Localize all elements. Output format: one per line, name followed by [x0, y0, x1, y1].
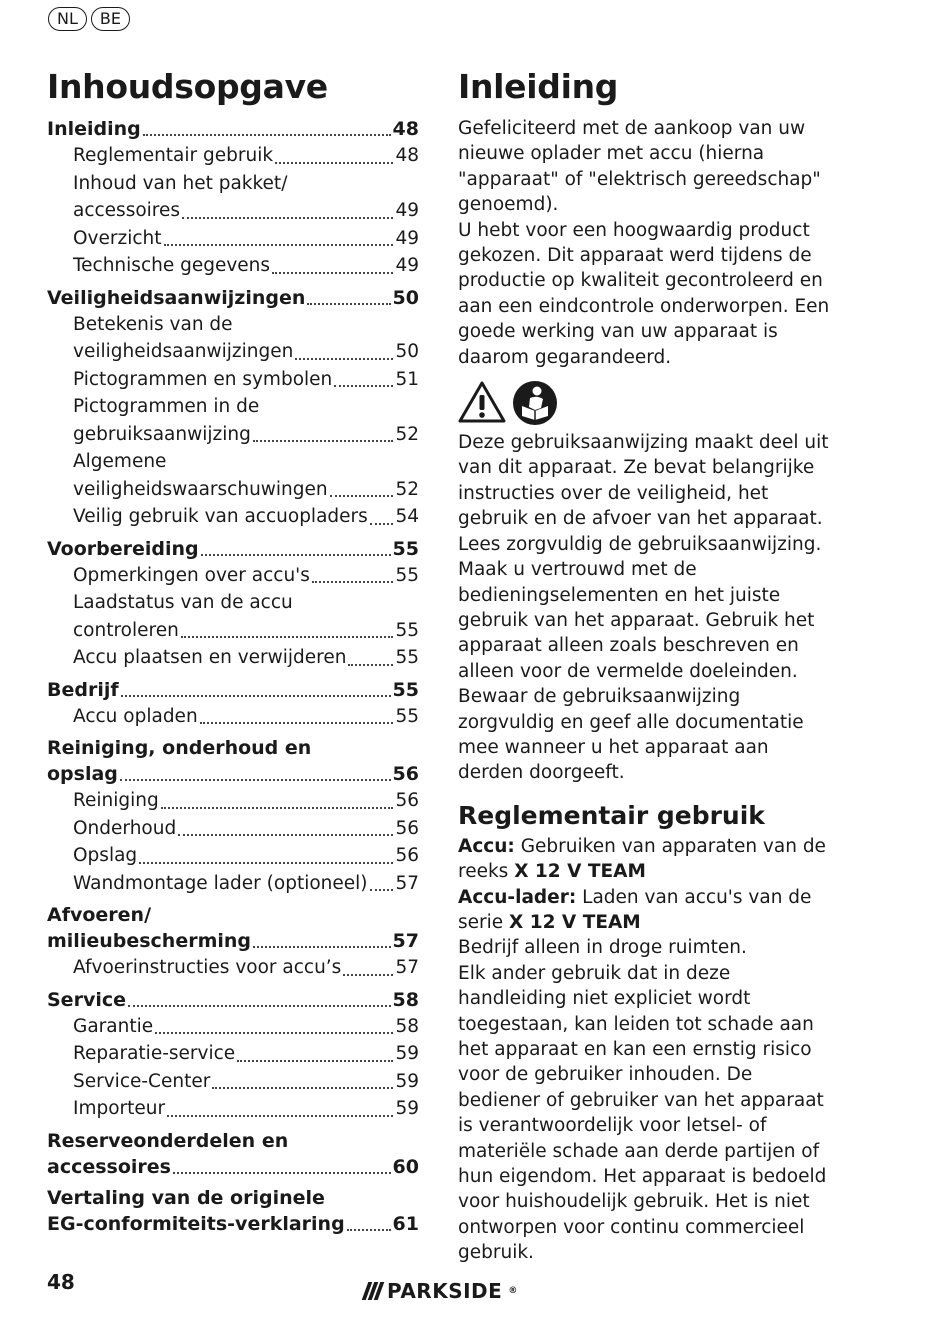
toc-page-number: 58 — [395, 1015, 419, 1037]
toc-entry[interactable] — [47, 928, 419, 954]
toc-page-number: 56 — [395, 790, 419, 811]
toc-page-number: 54 — [395, 506, 419, 527]
toc-entry[interactable] — [47, 954, 419, 982]
language-badge-be: BE — [91, 7, 130, 31]
toc-entry-text: Accu opladen — [73, 705, 198, 727]
intro-title: Inleiding — [458, 67, 619, 106]
usage-dry-rooms: Bedrijf alleen in droge ruimten. — [458, 937, 747, 959]
toc-entry-text: accessoires — [47, 1155, 171, 1178]
toc-page-number: 48 — [395, 145, 419, 166]
toc-dot-leader — [128, 1005, 391, 1007]
brand-trademark: ® — [508, 1286, 518, 1296]
brand-name: PARKSIDE — [387, 1279, 503, 1303]
usage-accu-series: X 12 V TEAM — [514, 861, 646, 883]
toc-entry-text: veiligheidsaanwijzingen — [73, 341, 294, 362]
toc-dot-leader — [347, 1229, 391, 1231]
toc-entry[interactable] — [47, 197, 419, 225]
toc-dot-leader — [370, 889, 394, 891]
toc-page-number: 59 — [395, 1070, 419, 1092]
toc-entry[interactable] — [47, 142, 419, 170]
toc-entry-text: gebruiksaanwijzing — [73, 423, 251, 445]
toc-entry-text: Opslag — [73, 845, 138, 866]
toc-entry-text: Technische gegevens — [73, 255, 271, 276]
toc-entry-text: Reiniging, onderhoud en — [47, 737, 312, 759]
toc-dot-leader — [139, 862, 393, 864]
table-of-contents — [47, 64, 419, 1237]
toc-dot-leader — [253, 946, 391, 948]
toc-entry[interactable] — [47, 617, 419, 645]
toc-dot-leader — [253, 440, 394, 442]
toc-page-number: 55 — [392, 537, 419, 560]
toc-entry-line — [47, 448, 419, 476]
toc-page-number: 58 — [392, 988, 419, 1011]
toc-dot-leader — [348, 664, 393, 666]
toc-entry-text: EG-conformiteits-verklaring — [47, 1212, 345, 1235]
toc-entry-text: Veiligheidsaanwijzingen — [47, 286, 306, 309]
toc-entry[interactable] — [47, 1013, 419, 1041]
toc-entry-text: Overzicht — [73, 227, 162, 249]
toc-page-number: 55 — [392, 678, 419, 701]
toc-entry-line — [47, 735, 419, 761]
toc-dot-leader — [201, 554, 391, 556]
toc-page-number: 49 — [395, 255, 419, 276]
toc-dot-leader — [295, 358, 393, 360]
toc-entry-text: opslag — [47, 763, 118, 785]
toc-entry[interactable] — [47, 421, 419, 449]
toc-page-number: 59 — [395, 1098, 419, 1119]
toc-title: Inhoudsopgave — [47, 67, 328, 106]
intro-paragraph-3: Deze gebruiksaanwijzing maakt deel uit van dit apparaat. Ze bevat belangrijke instructies over de veiligheid, het gebruik en de afvoer van het apparaat. Lees zorgvuldig de gebruiksaanwijzing. Maak u vertrouwd met de bedieningselementen en het juiste gebruik van het apparaat. Gebruik het apparaat alleen zoals beschreven en alleen voor de vermelde doeleinden. Bewaar de gebruiksaanwijzing zorgvuldig en geef alle documentatie mee wanneer u het apparaat aan derden doorgeeft. — [458, 432, 829, 784]
toc-page-number: 57 — [395, 957, 419, 978]
toc-entry[interactable] — [47, 815, 419, 843]
toc-entry-text: veiligheidswaarschuwingen — [73, 478, 328, 500]
introduction-section — [458, 64, 838, 1266]
usage-lader — [458, 885, 838, 936]
toc-page-number: 48 — [392, 118, 419, 140]
toc-entry[interactable] — [47, 338, 419, 366]
read-manual-icon — [512, 380, 558, 426]
toc-dot-leader — [121, 695, 391, 697]
toc-entry[interactable] — [47, 677, 419, 703]
toc-page-number: 56 — [392, 763, 419, 785]
toc-dot-leader — [182, 217, 393, 219]
toc-dot-leader — [181, 636, 394, 638]
toc-dot-leader — [275, 162, 393, 164]
toc-dot-leader — [167, 1115, 393, 1117]
toc-entry[interactable] — [47, 503, 419, 531]
toc-entry[interactable] — [47, 116, 419, 142]
toc-entry-text: Veilig gebruik van accuopladers — [73, 506, 368, 527]
intro-paragraph-1: Gefeliciteerd met de aankoop van uw nieuwe oplader met accu (hierna "apparaat" of "elektrisch gereedschap" genoemd). — [458, 118, 821, 216]
usage-lader-text: Laden van accu's van de serie — [458, 886, 812, 933]
toc-entry-text: accessoires — [73, 200, 181, 221]
toc-entry[interactable] — [47, 1040, 419, 1068]
language-badges — [48, 7, 130, 31]
toc-dot-leader — [212, 1087, 393, 1089]
toc-entry[interactable] — [47, 366, 419, 394]
toc-entry[interactable] — [47, 1154, 419, 1180]
toc-dot-leader — [161, 807, 394, 809]
toc-entry[interactable] — [47, 1211, 419, 1237]
toc-entry-text: Reiniging — [73, 790, 159, 811]
toc-entry-text: Pictogrammen en symbolen — [73, 368, 333, 390]
toc-entry[interactable] — [47, 285, 419, 311]
toc-entry[interactable] — [47, 562, 419, 590]
toc-entry-text: Algemene — [73, 451, 167, 472]
toc-page-number: 55 — [395, 564, 419, 586]
toc-page-number: 56 — [395, 845, 419, 866]
toc-entry-text: Onderhoud — [73, 817, 177, 839]
toc-entry-line — [47, 902, 419, 928]
toc-entry-text: Importeur — [73, 1098, 166, 1119]
intro-paragraph-2: U hebt voor een hoogwaardig product gekozen. Dit apparaat werd tijdens de productie op kwaliteit gecontroleerd en aan een eindcontrole onderworpen. Een goede werking van uw apparaat is daarom gegarandeerd. — [458, 219, 830, 368]
toc-entry-text: Vertaling van de originele — [47, 1186, 325, 1209]
toc-entry[interactable] — [47, 842, 419, 870]
toc-entry-text: Laadstatus van de accu — [73, 592, 293, 613]
toc-dot-leader — [334, 385, 393, 387]
toc-page-number: 55 — [395, 705, 419, 727]
toc-entry-text: Reserveonderdelen en — [47, 1129, 289, 1152]
page-number: 48 — [47, 1270, 75, 1294]
toc-entry[interactable] — [47, 987, 419, 1013]
toc-entry-text: Afvoerinstructies voor accu’s — [73, 957, 342, 978]
toc-entry[interactable] — [47, 761, 419, 787]
usage-other-use: Elk ander gebruik dat in deze handleiding niet expliciet wordt toegestaan, kan leiden tot schade aan het apparaat en kan een ernstig risico voor de gebruiker inhouden. De bediener of gebruiker van het apparaat is verantwoordelijk voor letsel- of materiële schade aan derde partijen of hun eigendom. Het apparaat is bedoeld voor huishoudelijk gebruik. Het is niet ontworpen voor continu commercieel gebruik. — [458, 962, 827, 1264]
brand-logo — [365, 1279, 518, 1303]
toc-entry-text: milieubescherming — [47, 930, 252, 952]
toc-entry-text: Accu plaatsen en verwijderen — [73, 647, 347, 668]
toc-page-number: 55 — [395, 619, 419, 641]
toc-dot-leader — [370, 523, 394, 525]
toc-page-number: 49 — [395, 200, 419, 221]
toc-entry[interactable] — [47, 787, 419, 815]
toc-entry-line — [47, 170, 419, 198]
toc-entry-text: Reparatie-service — [73, 1043, 236, 1064]
toc-page-number: 49 — [395, 227, 419, 249]
usage-title: Reglementair gebruik — [458, 800, 765, 830]
toc-entry[interactable] — [47, 536, 419, 562]
toc-page-number: 51 — [395, 368, 419, 390]
brand-stripes-icon — [365, 1282, 381, 1300]
toc-entry[interactable] — [47, 870, 419, 898]
usage-lader-series: X 12 V TEAM — [509, 911, 641, 933]
toc-page-number: 57 — [392, 930, 419, 952]
toc-dot-leader — [155, 1032, 393, 1034]
toc-page-number: 60 — [392, 1155, 419, 1178]
toc-entry-line — [47, 1128, 419, 1154]
toc-dot-leader — [164, 244, 394, 246]
toc-dot-leader — [237, 1060, 393, 1062]
toc-dot-leader — [173, 1172, 391, 1174]
toc-entry-text: Service — [47, 988, 126, 1011]
toc-entry-line — [47, 311, 419, 339]
toc-list — [47, 116, 419, 1237]
toc-dot-leader — [200, 722, 394, 724]
toc-entry-text: Voorbereiding — [47, 537, 199, 560]
toc-entry-text: Inhoud van het pakket/ — [73, 172, 288, 194]
toc-entry-text: Betekenis van de — [73, 313, 233, 335]
toc-entry[interactable] — [47, 252, 419, 280]
toc-page-number: 52 — [395, 478, 419, 500]
toc-dot-leader — [343, 974, 393, 976]
usage-lader-label: Accu-lader: — [458, 886, 577, 908]
toc-dot-leader — [272, 272, 393, 274]
toc-dot-leader — [312, 581, 394, 583]
toc-page-number: 50 — [395, 341, 419, 362]
warning-triangle-icon — [458, 380, 506, 424]
toc-entry[interactable] — [47, 476, 419, 504]
toc-entry-text: Opmerkingen over accu's — [73, 564, 310, 586]
toc-entry-text: controleren — [73, 619, 179, 641]
toc-page-number: 55 — [395, 647, 419, 668]
toc-entry-text: Wandmontage lader (optioneel) — [73, 872, 368, 894]
toc-entry-text: Afvoeren/ — [47, 904, 152, 926]
toc-entry-text: Service-Center — [73, 1070, 211, 1092]
toc-entry[interactable] — [47, 1068, 419, 1096]
usage-accu — [458, 834, 838, 885]
usage-accu-text: Gebruiken van apparaten van de reeks — [458, 835, 826, 883]
toc-page-number: 50 — [392, 286, 419, 309]
toc-entry[interactable] — [47, 703, 419, 731]
toc-entry-line — [47, 589, 419, 617]
toc-entry-text: Inleiding — [47, 118, 141, 140]
toc-page-number: 52 — [395, 423, 419, 445]
usage-accu-label: Accu: — [458, 835, 515, 857]
toc-entry[interactable] — [47, 225, 419, 253]
toc-entry-text: Pictogrammen in de — [73, 396, 260, 417]
toc-entry-text: Bedrijf — [47, 678, 119, 701]
toc-page-number: 61 — [392, 1212, 419, 1235]
toc-dot-leader — [307, 303, 390, 305]
toc-dot-leader — [178, 834, 393, 836]
toc-dot-leader — [120, 779, 391, 781]
toc-entry-text: Reglementair gebruik — [73, 145, 274, 166]
safety-icons — [458, 380, 838, 426]
toc-dot-leader — [143, 134, 391, 136]
toc-page-number: 56 — [395, 817, 419, 839]
toc-dot-leader — [330, 495, 394, 497]
toc-entry[interactable] — [47, 644, 419, 672]
toc-page-number: 59 — [395, 1043, 419, 1064]
toc-entry-line — [47, 1185, 419, 1211]
toc-page-number: 57 — [395, 872, 419, 894]
toc-entry-line — [47, 393, 419, 421]
toc-entry[interactable] — [47, 1095, 419, 1123]
toc-entry-text: Garantie — [73, 1015, 154, 1037]
language-badge-nl: NL — [48, 7, 87, 31]
